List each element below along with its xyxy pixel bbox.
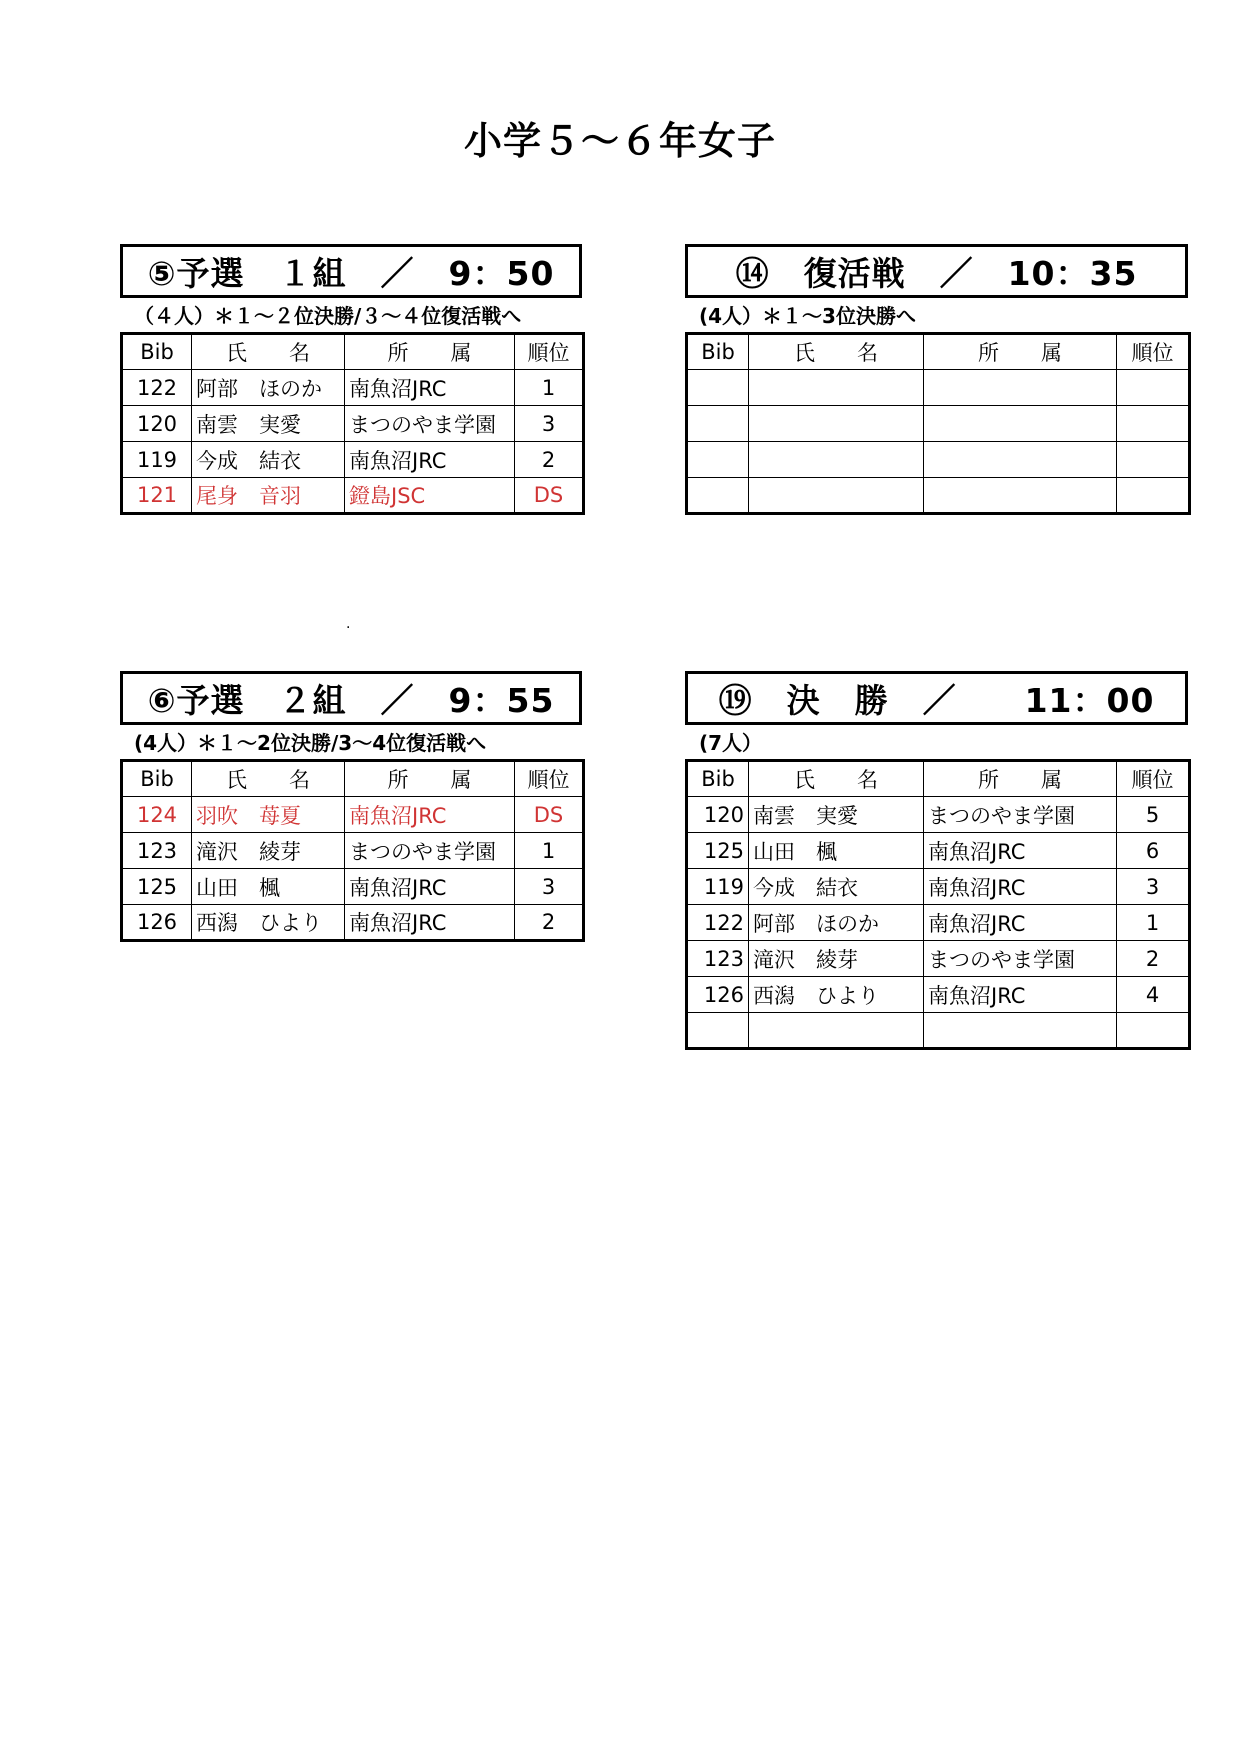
rank-cell: 5 bbox=[1117, 797, 1190, 833]
bib-cell bbox=[687, 478, 749, 514]
table-header-row bbox=[687, 334, 1190, 370]
col-header-bib: Bib bbox=[687, 761, 749, 797]
table-row bbox=[687, 1013, 1190, 1049]
club-cell: 南魚沼JRC bbox=[924, 977, 1117, 1013]
table-row bbox=[687, 442, 1190, 478]
table-row bbox=[687, 905, 1190, 941]
rank-cell: DS bbox=[515, 478, 584, 514]
bib-cell: 126 bbox=[687, 977, 749, 1013]
table-header-row bbox=[122, 761, 584, 797]
bib-cell bbox=[687, 1013, 749, 1049]
col-header-rank: 順位 bbox=[515, 334, 584, 370]
bib-cell: 120 bbox=[122, 406, 192, 442]
name-cell: 羽吹 苺夏 bbox=[192, 797, 345, 833]
results-table bbox=[685, 759, 1191, 1050]
name-cell: 滝沢 綾芽 bbox=[192, 833, 345, 869]
name-cell bbox=[749, 1013, 924, 1049]
rank-cell bbox=[1117, 442, 1190, 478]
race-note: (4人）＊１～2位決勝/3～4位復活戦へ bbox=[134, 731, 487, 755]
rank-cell bbox=[1117, 1013, 1190, 1049]
bib-cell: 125 bbox=[122, 869, 192, 905]
club-cell: 南魚沼JRC bbox=[345, 797, 515, 833]
race-note: (4人）＊１～3位決勝へ bbox=[699, 304, 916, 328]
bib-cell: 119 bbox=[687, 869, 749, 905]
rank-cell: 3 bbox=[515, 406, 584, 442]
rank-cell: 4 bbox=[1117, 977, 1190, 1013]
table-row bbox=[122, 370, 584, 406]
col-header-rank: 順位 bbox=[515, 761, 584, 797]
table-row-disqualified bbox=[122, 478, 584, 514]
name-cell bbox=[749, 442, 924, 478]
table-row bbox=[122, 833, 584, 869]
col-header-bib: Bib bbox=[122, 334, 192, 370]
club-cell: 南魚沼JRC bbox=[345, 869, 515, 905]
bib-cell: 122 bbox=[687, 905, 749, 941]
name-cell: 今成 結衣 bbox=[192, 442, 345, 478]
club-cell: 鐙島JSC bbox=[345, 478, 515, 514]
table-row bbox=[687, 370, 1190, 406]
race-block-heat2 bbox=[120, 671, 582, 942]
bib-cell: 123 bbox=[122, 833, 192, 869]
bib-cell: 122 bbox=[122, 370, 192, 406]
race-heading: ⑭ 復活戦 ／ 10：35 bbox=[685, 244, 1188, 298]
rank-cell: 2 bbox=[515, 905, 584, 941]
col-header-name: 氏 名 bbox=[749, 761, 924, 797]
page-title: 小学５～６年女子 bbox=[463, 119, 776, 163]
rank-cell bbox=[1117, 370, 1190, 406]
rank-cell: 1 bbox=[1117, 905, 1190, 941]
col-header-club: 所 属 bbox=[924, 334, 1117, 370]
table-row bbox=[122, 905, 584, 941]
name-cell: 山田 楓 bbox=[192, 869, 345, 905]
table-row bbox=[687, 833, 1190, 869]
club-cell bbox=[924, 370, 1117, 406]
race-note: （４人）＊１～２位決勝/３～４位復活戦へ bbox=[134, 304, 522, 328]
rank-cell: 3 bbox=[515, 869, 584, 905]
col-header-bib: Bib bbox=[687, 334, 749, 370]
race-block-final bbox=[685, 671, 1188, 1050]
club-cell: 南魚沼JRC bbox=[924, 869, 1117, 905]
name-cell: 西潟 ひより bbox=[749, 977, 924, 1013]
table-row bbox=[687, 941, 1190, 977]
rank-cell: 3 bbox=[1117, 869, 1190, 905]
club-cell bbox=[924, 406, 1117, 442]
rank-cell bbox=[1117, 478, 1190, 514]
name-cell bbox=[749, 406, 924, 442]
rank-cell: 6 bbox=[1117, 833, 1190, 869]
name-cell: 西潟 ひより bbox=[192, 905, 345, 941]
rank-cell: 2 bbox=[515, 442, 584, 478]
rank-cell: 1 bbox=[515, 833, 584, 869]
col-header-bib: Bib bbox=[122, 761, 192, 797]
table-row bbox=[122, 442, 584, 478]
club-cell: 南魚沼JRC bbox=[924, 833, 1117, 869]
club-cell: 南魚沼JRC bbox=[345, 442, 515, 478]
club-cell: 南魚沼JRC bbox=[345, 370, 515, 406]
rank-cell: 1 bbox=[515, 370, 584, 406]
race-note: (7人） bbox=[699, 731, 763, 755]
race-block-repechage bbox=[685, 244, 1188, 515]
club-cell: まつのやま学園 bbox=[345, 406, 515, 442]
col-header-rank: 順位 bbox=[1117, 761, 1190, 797]
name-cell: 山田 楓 bbox=[749, 833, 924, 869]
table-row bbox=[122, 406, 584, 442]
table-row bbox=[122, 869, 584, 905]
bib-cell: 121 bbox=[122, 478, 192, 514]
race-heading: ⑲ 決 勝 ／ 11：00 bbox=[685, 671, 1188, 725]
bib-cell: 125 bbox=[687, 833, 749, 869]
table-row bbox=[687, 977, 1190, 1013]
name-cell: 南雲 実愛 bbox=[749, 797, 924, 833]
club-cell: まつのやま学園 bbox=[345, 833, 515, 869]
bib-cell bbox=[687, 370, 749, 406]
club-cell: まつのやま学園 bbox=[924, 797, 1117, 833]
club-cell: まつのやま学園 bbox=[924, 941, 1117, 977]
col-header-club: 所 属 bbox=[345, 334, 515, 370]
club-cell bbox=[924, 1013, 1117, 1049]
bib-cell: 120 bbox=[687, 797, 749, 833]
name-cell bbox=[749, 370, 924, 406]
bib-cell: 124 bbox=[122, 797, 192, 833]
col-header-name: 氏 名 bbox=[749, 334, 924, 370]
club-cell bbox=[924, 442, 1117, 478]
name-cell: 阿部 ほのか bbox=[749, 905, 924, 941]
stray-mark: . bbox=[346, 616, 351, 632]
bib-cell bbox=[687, 406, 749, 442]
table-row-disqualified bbox=[122, 797, 584, 833]
col-header-name: 氏 名 bbox=[192, 761, 345, 797]
club-cell: 南魚沼JRC bbox=[924, 905, 1117, 941]
col-header-club: 所 属 bbox=[924, 761, 1117, 797]
club-cell: 南魚沼JRC bbox=[345, 905, 515, 941]
bib-cell bbox=[687, 442, 749, 478]
table-header-row bbox=[122, 334, 584, 370]
name-cell: 滝沢 綾芽 bbox=[749, 941, 924, 977]
club-cell bbox=[924, 478, 1117, 514]
bib-cell: 123 bbox=[687, 941, 749, 977]
col-header-name: 氏 名 bbox=[192, 334, 345, 370]
results-table bbox=[120, 332, 585, 515]
name-cell bbox=[749, 478, 924, 514]
race-heading: ⑤予選 １組 ／ 9：50 bbox=[120, 244, 582, 298]
rank-cell: DS bbox=[515, 797, 584, 833]
bib-cell: 126 bbox=[122, 905, 192, 941]
race-heading: ⑥予選 ２組 ／ 9：55 bbox=[120, 671, 582, 725]
table-header-row bbox=[687, 761, 1190, 797]
table-row bbox=[687, 406, 1190, 442]
results-table bbox=[685, 332, 1191, 515]
name-cell: 阿部 ほのか bbox=[192, 370, 345, 406]
table-row bbox=[687, 478, 1190, 514]
name-cell: 尾身 音羽 bbox=[192, 478, 345, 514]
table-row bbox=[687, 869, 1190, 905]
name-cell: 今成 結衣 bbox=[749, 869, 924, 905]
rank-cell: 2 bbox=[1117, 941, 1190, 977]
rank-cell bbox=[1117, 406, 1190, 442]
col-header-club: 所 属 bbox=[345, 761, 515, 797]
race-block-heat1 bbox=[120, 244, 582, 515]
bib-cell: 119 bbox=[122, 442, 192, 478]
col-header-rank: 順位 bbox=[1117, 334, 1190, 370]
table-row bbox=[687, 797, 1190, 833]
results-table bbox=[120, 759, 585, 942]
name-cell: 南雲 実愛 bbox=[192, 406, 345, 442]
